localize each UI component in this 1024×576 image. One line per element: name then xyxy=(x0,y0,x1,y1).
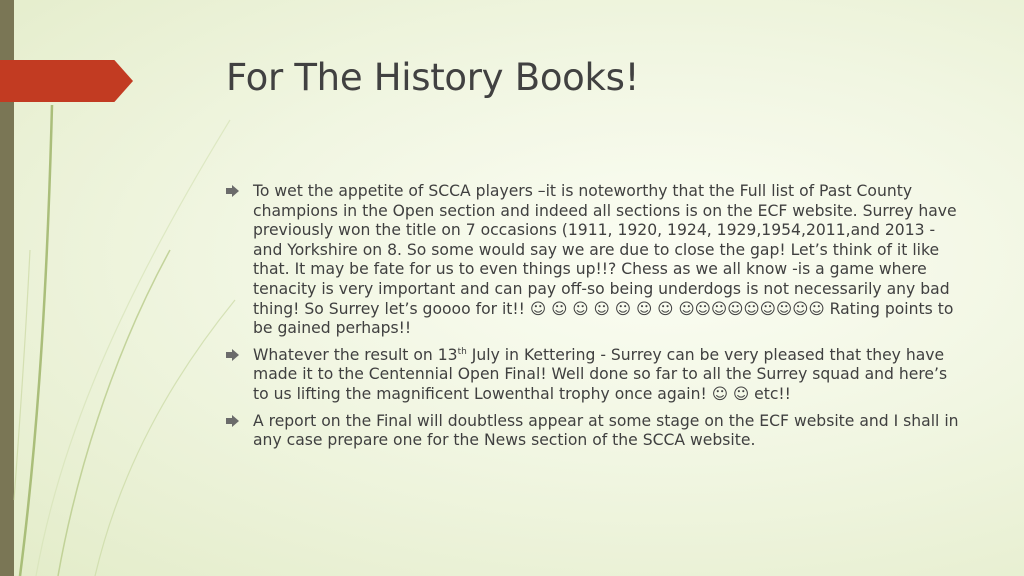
bullet-text: To wet the appetite of SCCA players –it is noteworthy that the Full list of Past County champions in the Open section and indeed all sections is on the ECF website. Surrey have previously won the title on 7 occasions (1911, 1920, 1924, 1929,1954,2011,and 2013 - and Yorkshire on 8. So some would say we are due to close the gap! Let’s think of it like that. It may be fate for us to even things up!!? Chess as we all know -is a game where tenacity is very important and can pay off-so being underdogs is not necessarily any bad thing! So Surrey let’s goooo for it!! ☺ ☺ ☺ ☺ ☺ ☺ ☺ ☺☺☺☺☺☺☺☺☺ Rating points to be gained perhaps!! xyxy=(253,182,957,338)
bullet-text xyxy=(253,346,966,405)
bullet-text-part: July in Kettering - Surrey can be very pleased that they have made it to the Centennial Open Final! Well done so far to all the Surrey squad and here’s to us lifting the magnificent Lowenthal trophy once again! ☺ ☺ etc!! xyxy=(253,345,948,403)
bullet-text-part: Whatever the result on 13 xyxy=(253,345,458,364)
ordinal-superscript: th xyxy=(457,346,467,357)
bullet-text: A report on the Final will doubtless appear at some stage on the ECF website and I shall in any case prepare one for the News section of the SCCA website. xyxy=(253,411,959,450)
bullet-arrow-icon xyxy=(226,185,238,197)
bullet-arrow-icon xyxy=(226,415,238,427)
bullet-arrow-icon xyxy=(226,349,238,361)
slide-title: For The History Books! xyxy=(226,56,640,99)
bullet-item xyxy=(226,346,966,405)
title-accent-tab xyxy=(0,60,133,102)
bullet-item xyxy=(226,182,966,339)
bullet-item xyxy=(226,412,966,451)
bullet-list xyxy=(226,182,966,458)
